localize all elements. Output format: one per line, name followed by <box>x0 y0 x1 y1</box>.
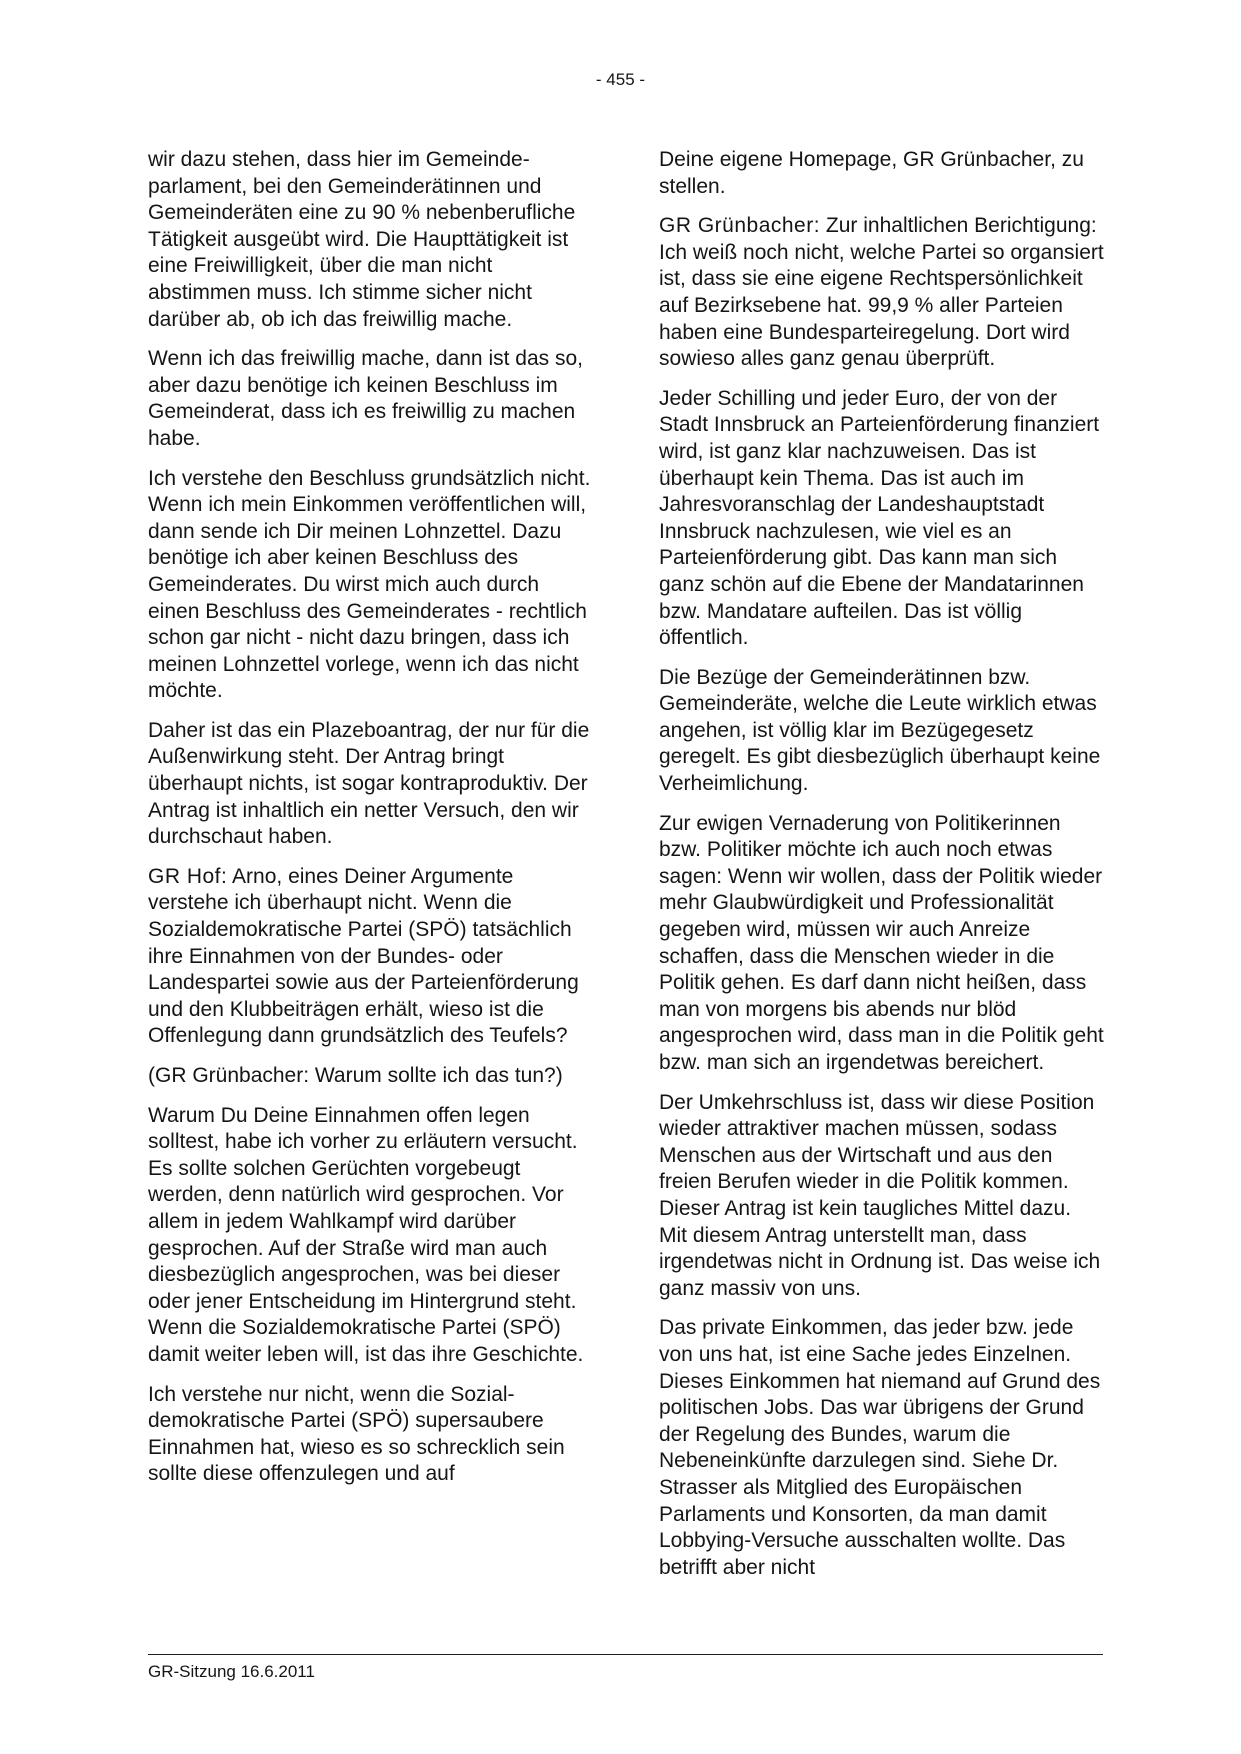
paragraph <box>148 1103 593 1369</box>
speaker-label: GR Hof: <box>148 864 228 888</box>
paragraph-text: Warum Du Deine Einnahmen offen legen solltest, habe ich vorher zu erläutern versucht. Es sollte solchen Gerüchten vorgebeugt werden, denn natürlich wird gesprochen. Vor allem in jedem Wahlkampf wird darüber gesprochen. Auf der Straße wird man auch diesbezüglich angesprochen, was bei dieser oder jener Entscheidung im Hintergrund steht. Wenn die Sozialdemokratische Partei (SPÖ) damit weiter leben will, ist das ihre Geschichte. <box>148 1103 584 1366</box>
paragraph-text: (GR Grünbacher: Warum sollte ich das tun?) <box>148 1064 563 1087</box>
paragraph <box>148 1382 593 1488</box>
paragraph <box>148 1063 593 1090</box>
page-number: - 455 - <box>595 70 646 89</box>
speaker-label: GR Grünbacher: <box>659 214 821 238</box>
paragraph <box>148 864 593 1050</box>
paragraph <box>148 466 593 705</box>
paragraph-text: Zur inhaltlichen Berichtigung: Ich weiß noch nicht, welche Partei so organsiert ist, dass sie eine eigene Rechtspersönlichkeit auf Bezirksebene hat. 99,9 % aller Parteien haben eine Bundesparteiregelung. Dort wird sowieso alles ganz genau überprüft. <box>659 214 1104 371</box>
paragraph <box>659 386 1104 652</box>
paragraph-text: Wenn ich das freiwillig mache, dann ist das so, aber dazu benötige ich keinen Beschluss im Gemeinderat, dass ich es freiwillig zu machen habe. <box>148 347 583 450</box>
paragraph-text: Arno, eines Deiner Argumente verstehe ich überhaupt nicht. Wenn die Sozialdemokratische Partei (SPÖ) tatsächlich ihre Einnahmen von der Bundes- oder Landespartei sowie aus der Parteienförderung und den Klubbeiträgen erhält, wieso ist die Offenlegung dann grundsätzlich des Teufels? <box>148 864 579 1048</box>
paragraph <box>659 1090 1104 1303</box>
paragraph-text: Die Bezüge der Gemeinderätinnen bzw. Gemeinderäte, welche die Leute wirklich etwas angehen, ist völlig klar im Bezügegesetz geregelt. Es gibt diesbezüglich überhaupt keine Verheimlichung. <box>659 665 1101 796</box>
footer-divider <box>148 1654 1103 1655</box>
paragraph-text: Das private Einkommen, das jeder bzw. jede von uns hat, ist eine Sache jedes Einzelnen. Dieses Einkommen hat niemand auf Grund des politischen Jobs. Das war übrigens der Grund der Regelung des Bundes, warum die Nebeneinkünfte darzulegen sind. Siehe Dr. Strasser als Mitglied des Europäischen Parlaments und Konsorten, da man damit Lobbying-Versuche ausschalten wollte. Das betrifft aber nicht <box>659 1316 1101 1579</box>
paragraph <box>148 718 593 851</box>
paragraph-text: Ich verstehe den Beschluss grundsätzlich nicht. Wenn ich mein Einkommen veröffentlichen will, dann sende ich Dir meinen Lohnzettel. Dazu benötige ich aber keinen Beschluss des Gemeinderates. Du wirst mich auch durch einen Beschluss des Gemeinderates - rechtlich schon gar nicht - nicht dazu bringen, dass ich meinen Lohnzettel vorlege, wenn ich das nicht möchte. <box>148 466 591 703</box>
paragraph-text: Daher ist das ein Plazeboantrag, der nur für die Außenwirkung steht. Der Antrag bringt überhaupt nichts, ist sogar kontraproduktiv. Der Antrag ist inhaltlich ein netter Versuch, den wir durchschaut haben. <box>148 718 590 849</box>
paragraph-text: Ich verstehe nur nicht, wenn die Sozialdemokratische Partei (SPÖ) supersaubere Einnahmen hat, wieso es so schrecklich sein sollte diese offenzulegen und auf <box>148 1382 565 1486</box>
paragraph <box>148 147 593 333</box>
left-column <box>148 147 593 1501</box>
paragraph <box>659 1315 1104 1581</box>
paragraph <box>659 811 1104 1077</box>
paragraph-text: Jeder Schilling und jeder Euro, der von der Stadt Innsbruck an Parteienförderung finanziert wird, ist ganz klar nachzuweisen. Das ist überhaupt kein Thema. Das ist auch im Jahresvoranschlag der Landeshauptstadt Innsbruck nachzulesen, wie viel es an Parteienförderung gibt. Das kann man sich ganz schön auf die Ebene der Mandatarinnen bzw. Mandatare aufteilen. Das ist völlig öffentlich. <box>659 386 1100 650</box>
paragraph <box>148 346 593 452</box>
paragraph <box>659 147 1104 200</box>
paragraph <box>659 665 1104 798</box>
footer-session-label: GR-Sitzung 16.6.2011 <box>148 1662 315 1681</box>
paragraph-text: wir dazu stehen, dass hier im Gemeindeparlament, bei den Gemeinderätinnen und Gemeinderäten eine zu 90 % nebenberufliche Tätigkeit ausgeübt wird. Die Haupttätigkeit ist eine Freiwilligkeit, über die man nicht abstimmen muss. Ich stimme sicher nicht darüber ab, ob ich das freiwillig mache. <box>148 148 576 331</box>
paragraph-text: Deine eigene Homepage, GR Grünbacher, zu stellen. <box>659 148 1084 198</box>
right-column <box>659 147 1104 1594</box>
paragraph-text: Der Umkehrschluss ist, dass wir diese Position wieder attraktiver machen müssen, sodass Menschen aus der Wirtschaft und aus den freien Berufen wieder in die Politik kommen. Dieser Antrag ist kein taugliches Mittel dazu. Mit diesem Antrag unterstellt man, dass irgendetwas nicht in Ordnung ist. Das weise ich ganz massiv von uns. <box>659 1090 1101 1300</box>
paragraph-text: Zur ewigen Vernaderung von Politikerinnen bzw. Politiker möchte ich auch noch etwas sagen: Wenn wir wollen, dass der Politik wieder mehr Glaubwürdigkeit und Professionalität gegeben wird, müssen wir auch Anreize schaffen, dass die Menschen wieder in die Politik gehen. Es darf dann nicht heißen, dass man von morgens bis abends nur blöd angesprochen wird, dass man in die Politik geht bzw. man sich an irgendetwas bereichert. <box>659 811 1104 1074</box>
paragraph <box>659 213 1104 373</box>
